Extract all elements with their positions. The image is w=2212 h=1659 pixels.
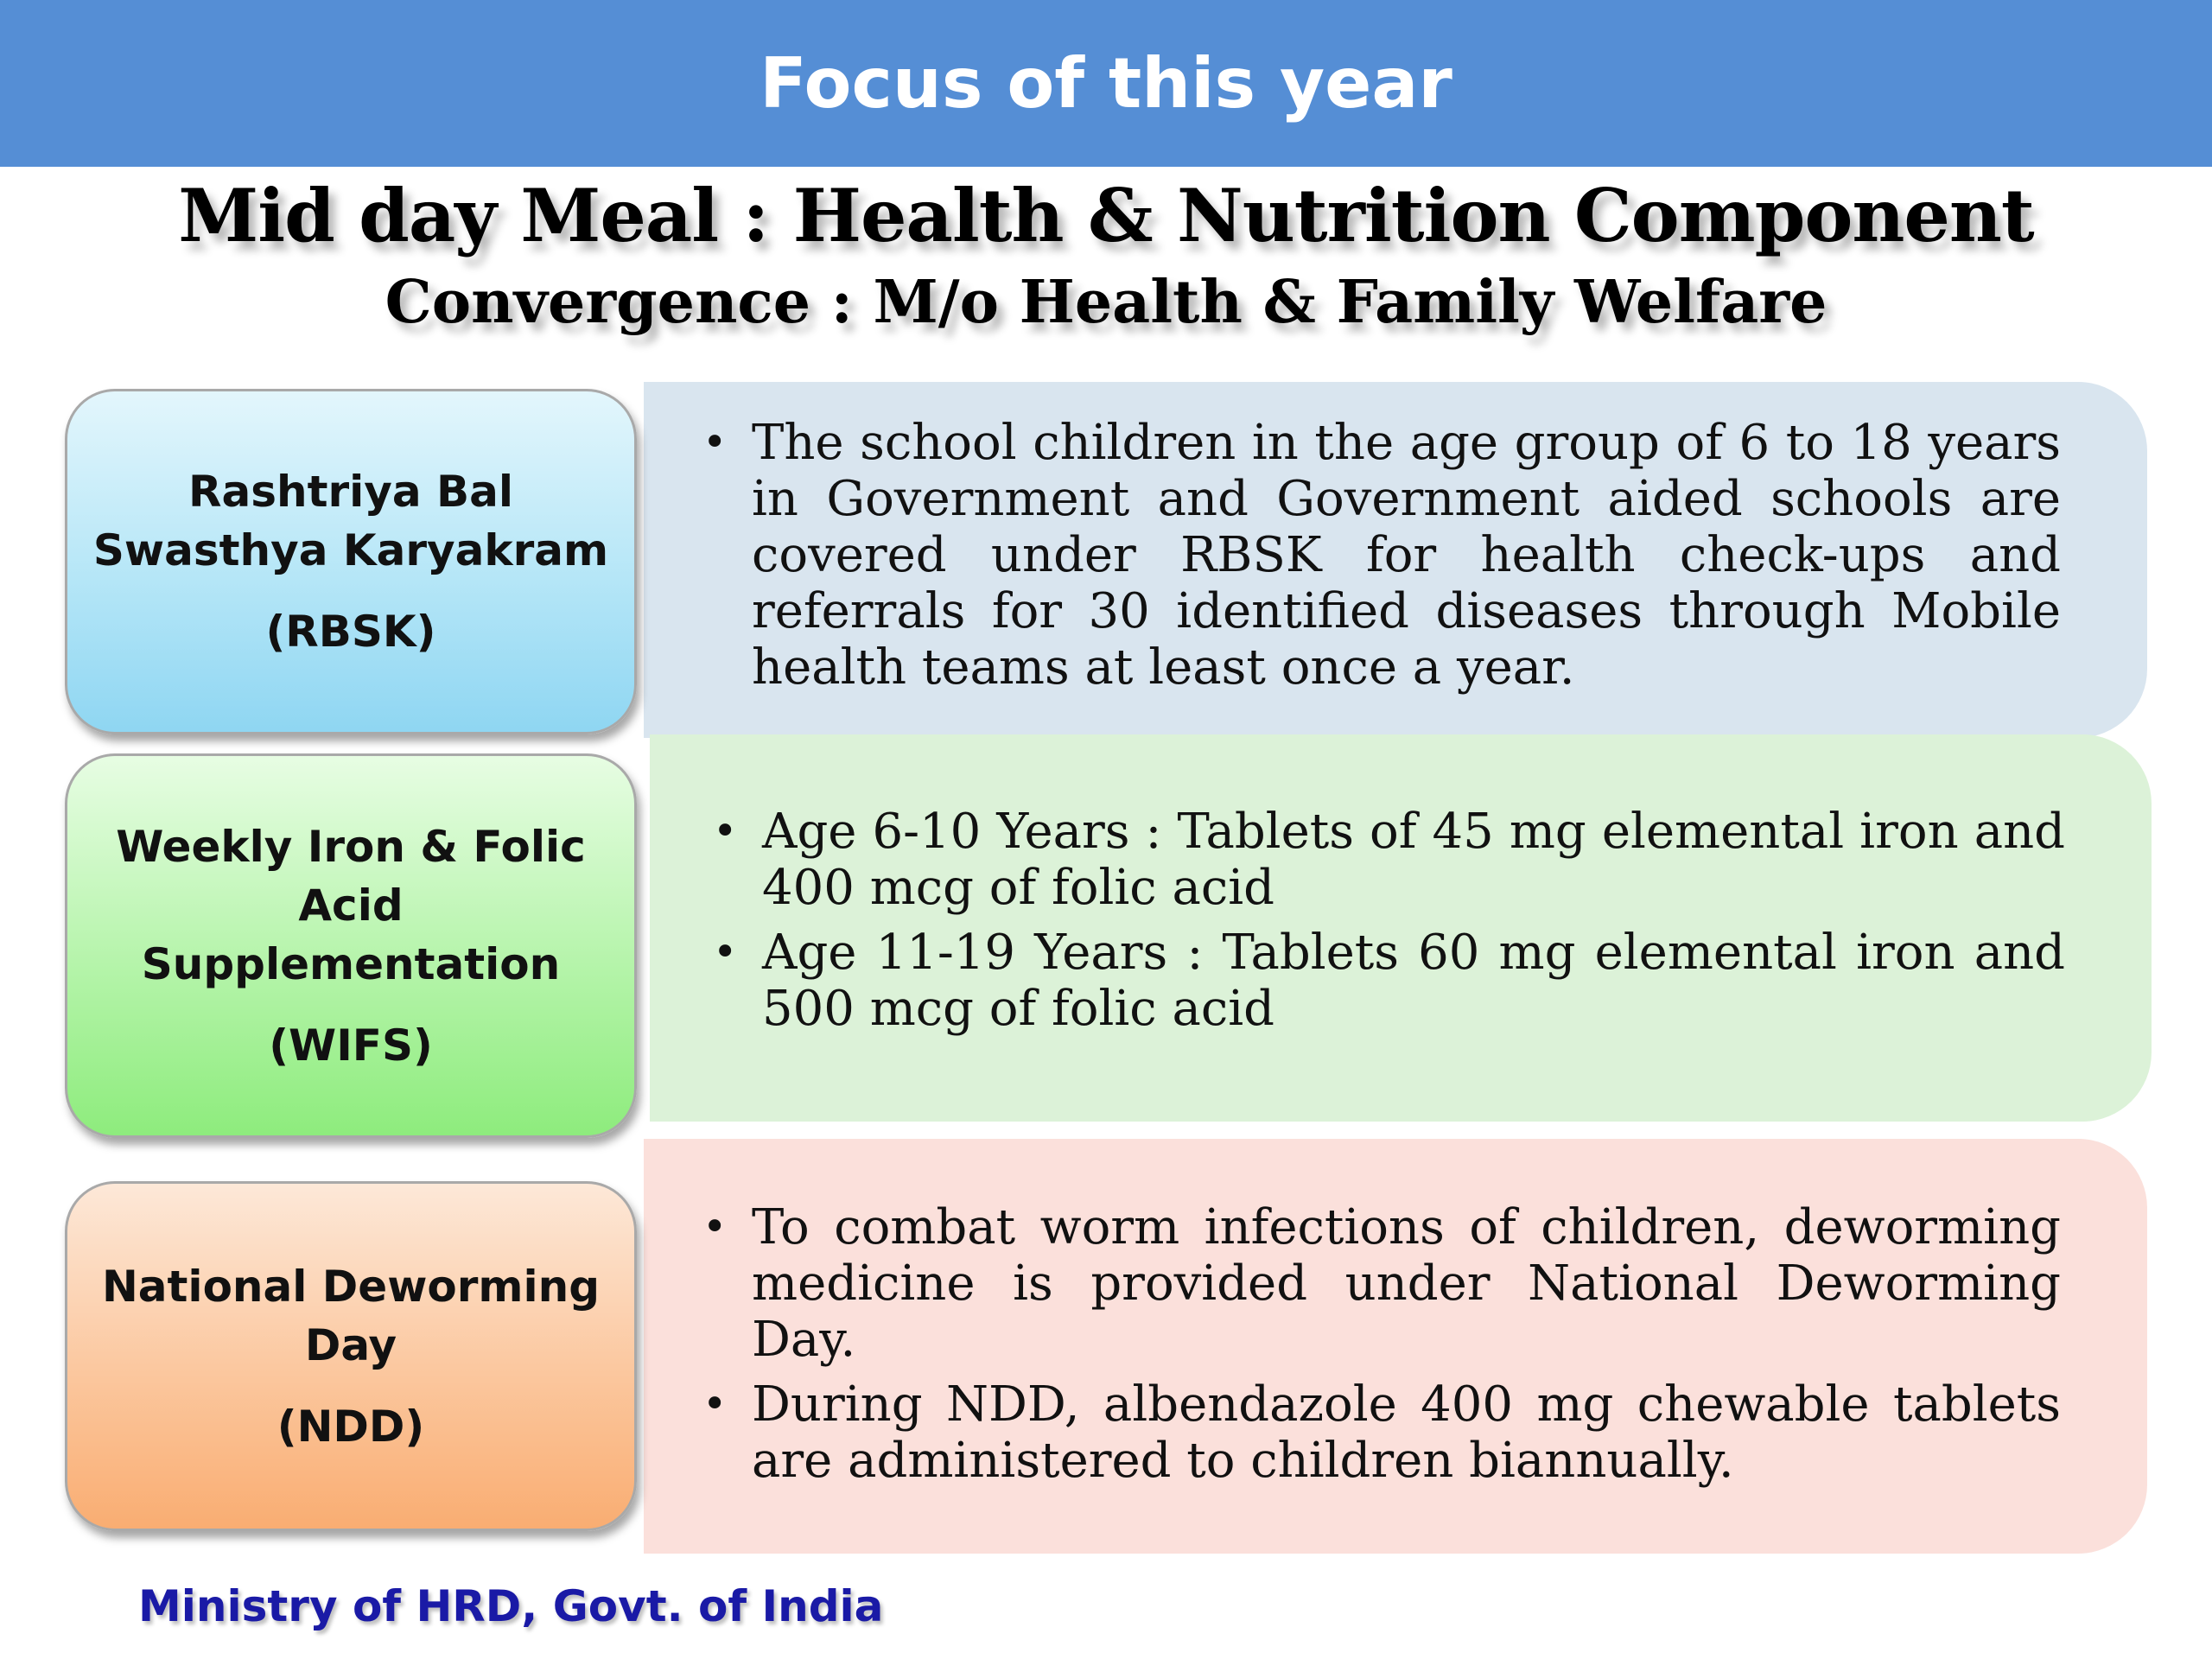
bullet-item [696,1199,2061,1368]
wifs-description-panel [650,734,2152,1122]
bullet-text: Age 11-19 Years : Tablets 60 mg elemental iron and 500 mcg of folic acid [762,925,2065,1037]
bullet-text: To combat worm infections of children, deworming medicine is provided under National Deworming Day. [752,1199,2061,1368]
bullet-item [706,925,2065,1037]
bullet-icon: • [702,1203,728,1251]
program-name: Rashtriya Bal Swasthya Karyakram [92,467,609,575]
bullet-text: The school children in the age group of 6 to 18 years in Government and Government aided schools are covered under RBSK for health check-ups and referrals for 30 identified diseases through Mobile health teams at least once a year. [752,415,2061,696]
program-name: National Deworming Day [101,1261,601,1370]
main-title: Mid day Meal : Health & Nutrition Component [178,173,2034,258]
bullet-icon: • [713,928,738,976]
rbsk-label-box [65,389,637,734]
bullet-text: Age 6-10 Years : Tablets of 45 mg elemental iron and 400 mcg of folic acid [762,804,2065,916]
program-abbreviation: (RBSK) [265,607,436,657]
bullet-text: During NDD, albendazole 400 mg chewable tablets are administered to children biannually. [752,1376,2061,1489]
ndd-description-panel [644,1139,2147,1554]
slide-header-title: Focus of this year [760,43,1452,124]
bullet-item [696,1376,2061,1489]
bullet-icon: • [713,807,738,855]
bullet-icon: • [702,418,728,467]
ndd-label-box [65,1181,637,1531]
program-abbreviation: (WIFS) [269,1020,433,1071]
wifs-label-box [65,753,637,1138]
program-abbreviation: (NDD) [276,1401,425,1452]
bullet-icon: • [702,1380,728,1428]
footer-ministry-text: Ministry of HRD, Govt. of India [138,1581,884,1631]
program-name: Weekly Iron & Folic Acid Supplementation [116,821,586,989]
sub-title: Convergence : M/o Health & Family Welfare [385,268,1827,337]
bullet-item [706,804,2065,916]
rbsk-description-panel [644,382,2147,738]
bullet-item [696,415,2061,696]
